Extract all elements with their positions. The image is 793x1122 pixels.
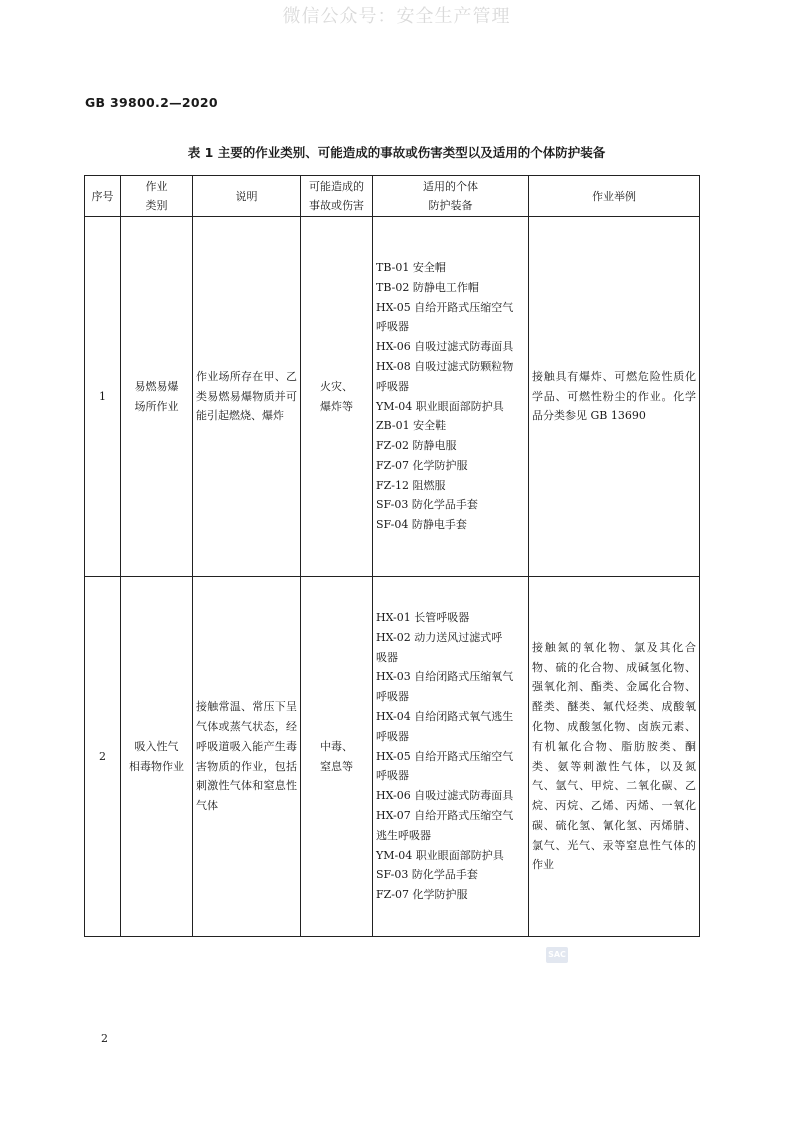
equipment-item: YM-04 职业眼面部防护具: [376, 399, 504, 413]
row-accident: 中毒、 窒息等: [301, 577, 373, 937]
equipment-item: SF-04 防静电手套: [376, 518, 467, 532]
header-category: 作业 类别: [121, 176, 193, 217]
row-category: 吸入性气 相毒物作业: [121, 577, 193, 937]
row-no: 2: [85, 577, 121, 937]
row-no: 1: [85, 217, 121, 577]
equipment-item: HX-07 自给开路式压缩空气: [376, 808, 514, 822]
table-row: [85, 217, 700, 577]
equipment-item: SF-03 防化学品手套: [376, 498, 478, 512]
equipment-item: 呼吸器: [376, 320, 409, 334]
equipment-item: HX-04 自给闭路式氧气逃生: [376, 710, 514, 723]
document-code: GB 39800.2—2020: [85, 95, 218, 110]
equipment-item: HX-06 自吸过滤式防毒面具: [376, 340, 514, 354]
equipment-item: ZB-01 安全鞋: [376, 419, 447, 433]
row-equipment: [373, 217, 529, 577]
row-equipment: [373, 577, 529, 937]
equipment-item: HX-03 自给闭路式压缩氧气: [376, 670, 514, 684]
header-description: 说明: [193, 176, 301, 217]
sac-logo: SAC: [546, 947, 568, 963]
equipment-item: 吸器: [376, 650, 398, 664]
equipment-item: HX-05 自给开路式压缩空气: [376, 300, 514, 314]
row-category: 易燃易爆 场所作业: [121, 217, 193, 577]
equipment-item: SF-03 防化学品手套: [376, 868, 478, 882]
equipment-item: 呼吸器: [376, 690, 409, 704]
equipment-item: HX-01 长管呼吸器: [376, 611, 470, 625]
header-equipment: 适用的个体 防护装备: [373, 176, 529, 217]
page-number: 2: [101, 1032, 108, 1045]
row-accident: 火灾、 爆炸等: [301, 217, 373, 577]
table-row: [85, 577, 700, 937]
row-description: 接触常温、常压下呈气体或蒸气状态，经呼吸道吸入能产生毒害物质的作业，包括刺激性气体和窒息性气体: [193, 577, 301, 937]
equipment-item: 呼吸器: [376, 379, 409, 393]
equipment-item: HX-08 自吸过滤式防颗粒物: [376, 359, 514, 373]
row-examples: 接触具有爆炸、可燃危险性质化学品、可燃性粉尘的作业。化学品分类参见 GB 13690: [529, 217, 700, 577]
equipment-item: FZ-12 阻燃服: [376, 478, 446, 492]
watermark: 微信公众号：安全生产管理: [282, 6, 511, 27]
header-examples: 作业举例: [529, 176, 700, 217]
equipment-item: HX-06 自吸过滤式防毒面具: [376, 789, 514, 803]
header-accident: 可能造成的 事故或伤害: [301, 176, 373, 217]
equipment-item: YM-04 职业眼面部防护具: [376, 848, 504, 862]
ppe-table: [84, 175, 700, 937]
header-no: 序号: [85, 176, 121, 217]
equipment-item: TB-01 安全帽: [376, 260, 446, 274]
equipment-item: FZ-07 化学防护服: [376, 458, 468, 472]
equipment-item: HX-05 自给开路式压缩空气: [376, 749, 514, 763]
equipment-item: 逃生呼吸器: [376, 828, 431, 842]
row-description: 作业场所存在甲、乙类易燃易爆物质并可能引起燃烧、爆炸: [193, 217, 301, 577]
equipment-item: TB-02 防静电工作帽: [376, 280, 479, 294]
equipment-item: FZ-07 化学防护服: [376, 888, 468, 902]
row-examples: 接触氮的氧化物、氯及其化合物、硫的化合物、成碱氢化物、强氧化剂、酯类、金属化合物、醛类、醚类、氟代烃类、成酸氧化物、成酸氢化物、卤族元素、有机氟化合物、脂肪胺类、酮类、氨等刺激性气体，以及氮气、氩气、甲烷、二氧化碳、乙烷、丙烷、乙烯、丙烯、一氧化碳、硫化氢、氰化氢、丙烯腈、氯气、光气、汞等窒息性气体的作业: [529, 577, 700, 937]
table-title: 表 1 主要的作业类别、可能造成的事故或伤害类型以及适用的个体防护装备: [187, 145, 606, 160]
equipment-item: FZ-02 防静电服: [376, 439, 457, 453]
equipment-item: 呼吸器: [376, 729, 409, 743]
equipment-item: HX-02 动力送风过滤式呼: [376, 630, 503, 644]
equipment-item: 呼吸器: [376, 769, 409, 783]
table-header-row: [85, 176, 700, 217]
